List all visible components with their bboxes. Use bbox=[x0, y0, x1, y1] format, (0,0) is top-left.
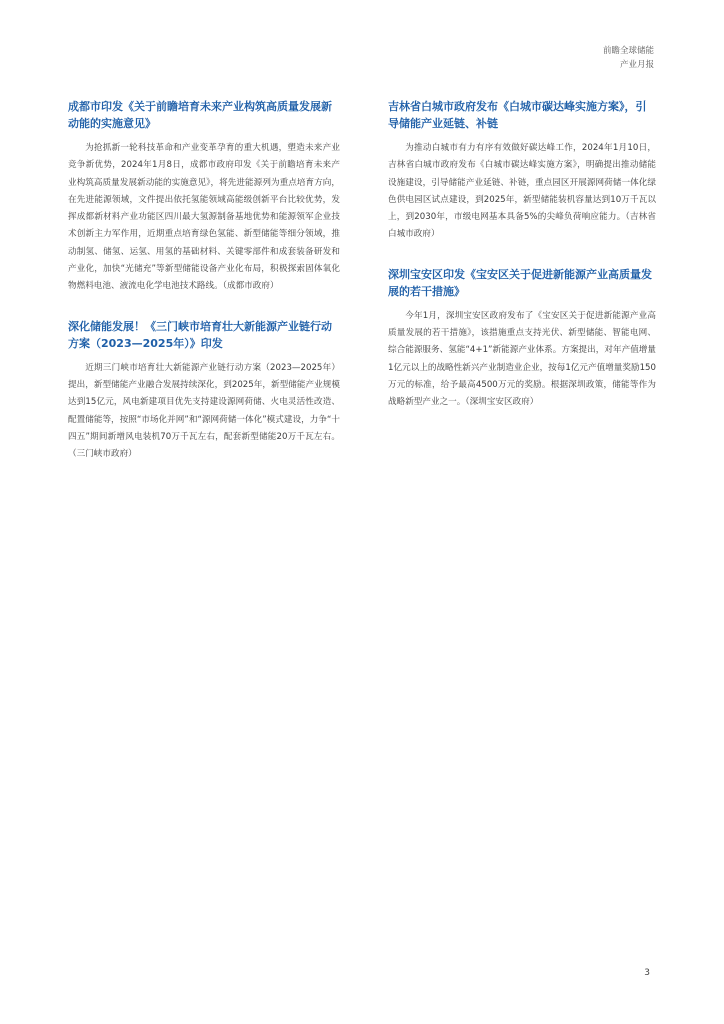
page-number: 3 bbox=[644, 968, 650, 978]
article-body: 为推动白城市有力有序有效做好碳达峰工作，2024年1月10日，吉林省白城市政府发布《白城市碳达峰实施方案》，明确提出推动储能设施建设，引导储能产业延链、补链，重点园区开展源网荷储一体化绿色供电园区试点建设，到2025年，新型储能装机容量达到10万千瓦以上，到2030年，市级电网基本具备5%的尖峰负荷响应能力。（吉林省白城市政府） bbox=[388, 143, 656, 240]
article-baoan bbox=[388, 266, 656, 412]
header-report-type: 产业月报 bbox=[619, 60, 654, 70]
article-body: 今年1月，深圳宝安区政府发布了《宝安区关于促进新能源产业高质量发展的若干措施》，该措施重点支持光伏、新型储能、智能电网、综合能源服务、氢能“4+1”新能源产业体系。方案提出，对年产值增量1亿元以上的战略性新兴产业制造业企业，按每1亿元产值增量奖励150万元的标准，给予最高4500万元的奖励。根据深圳政策，储能等作为战略新型产业之一。（深圳宝安区政府） bbox=[388, 310, 656, 408]
report-header bbox=[603, 44, 654, 72]
article-baicheng bbox=[388, 98, 656, 244]
header-publication-name: 前瞻全球储能 bbox=[602, 46, 654, 56]
article-sanmenxia bbox=[68, 318, 340, 464]
article-chengdu bbox=[68, 98, 340, 296]
article-title: 深化储能发展！《三门峡市培育壮大新能源产业链行动方案（2023—2025年）》印发 bbox=[68, 319, 332, 350]
article-body: 近期三门峡市培育壮大新能源产业链行动方案（2023—2025年）提出，新型储能产业融合发展持续深化，到2025年，新型储能产业规模达到15亿元，风电新建项目优先支持建设源网荷储、火电灵活性改造、配置储能等，按照“市场化并网”和“源网荷储一体化”模式建设，力争“十四五”期间新增风电装机70万千瓦左右，配套新型储能20万千瓦左右。（三门峡市政府） bbox=[68, 362, 340, 460]
right-column bbox=[388, 98, 656, 434]
article-title: 成都市印发《关于前瞻培育未来产业构筑高质量发展新动能的实施意见》 bbox=[68, 100, 332, 130]
article-title: 深圳宝安区印发《宝安区关于促进新能源产业高质量发展的若干措施》 bbox=[388, 267, 652, 298]
left-column bbox=[68, 98, 340, 485]
article-body: 为抢抓新一轮科技革命和产业变革孕育的重大机遇，塑造未来产业竞争新优势，2024年1月8日，成都市政府印发《关于前瞻培育未来产业构筑高质量发展新动能的实施意见》，将先进能源列为重点培育方向，在先进能源领域，文件提出依托氢能领域高能级创新平台比较优势，发挥成都新材料产业功能区四川最大氢源制备基地优势和能源领军企业技术创新主力军作用，近期重点培育绿色氢能、新型储能等细分领域，推动制氢、储氢、运氢、用氢的基础材料、关键零部件和成套装备研发和产业化，加快“光储充”等新型储能设备产业化布局，积极探索固体氧化物燃料电池、液流电化学电池技术路线。（成都市政府） bbox=[68, 143, 340, 292]
article-title: 吉林省白城市政府发布《白城市碳达峰实施方案》，引导储能产业延链、补链 bbox=[388, 100, 647, 130]
